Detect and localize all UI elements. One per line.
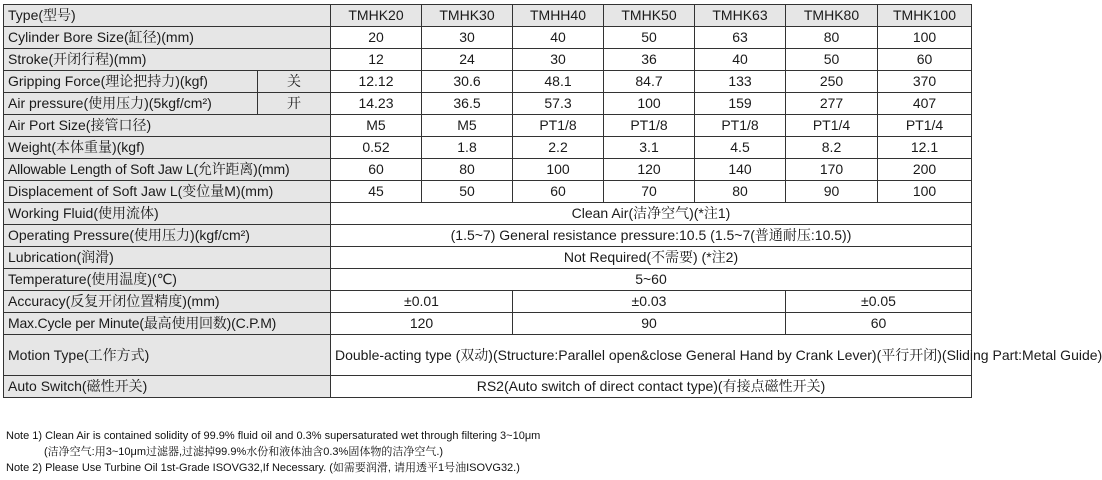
cell: PT1/8: [695, 115, 786, 137]
row-label: Air Port Size(接管口径): [4, 115, 331, 137]
cell: RS2(Auto switch of direct contact type)(有接点磁性开关): [331, 376, 972, 398]
cell: PT1/8: [513, 115, 604, 137]
cell: 36.5: [422, 93, 513, 115]
table-row: [4, 269, 972, 291]
cell: 60: [878, 49, 972, 71]
cell: Double-acting type (双动)(Structure:Parallel open&close General Hand by Crank Lever)(平行开闭)(Sliding Part:Metal Guide): [331, 335, 972, 376]
cell: 80: [695, 181, 786, 203]
cell: 45: [331, 181, 422, 203]
cell: 40: [513, 27, 604, 49]
cell: 40: [695, 49, 786, 71]
cell: 159: [695, 93, 786, 115]
cell: 24: [422, 49, 513, 71]
cell: 370: [878, 71, 972, 93]
model-header: TMHK100: [878, 5, 972, 27]
spec-table: [3, 4, 1102, 398]
notes: [6, 428, 540, 476]
note-1: Note 1) Clean Air is contained solidity of 99.9% fluid oil and 0.3% supersaturated wet through filtering 3~10μm: [6, 430, 541, 442]
table-row: [4, 225, 972, 247]
table-row: [4, 313, 972, 335]
cell: M5: [331, 115, 422, 137]
row-label: Operating Pressure(使用压力)(kgf/cm²): [4, 225, 331, 247]
table-row: [4, 49, 972, 71]
cell: PT1/4: [786, 115, 878, 137]
cell: 57.3: [513, 93, 604, 115]
row-label: Auto Switch(磁性开关): [4, 376, 331, 398]
cell: 407: [878, 93, 972, 115]
row-label: Max.Cycle per Minute(最高使用回数)(C.P.M): [4, 313, 331, 335]
cell: 63: [695, 27, 786, 49]
row-label: Displacement of Soft Jaw L(变位量M)(mm): [4, 181, 331, 203]
cell: 80: [422, 159, 513, 181]
cell: 14.23: [331, 93, 422, 115]
open-label: 开: [258, 93, 331, 115]
table-row: [4, 159, 972, 181]
table-row: [4, 247, 972, 269]
row-label: Allowable Length of Soft Jaw L(允许距离)(mm): [4, 159, 331, 181]
table-row: [4, 115, 972, 137]
cell: 48.1: [513, 71, 604, 93]
table-row: [4, 291, 972, 313]
header-row: [4, 5, 972, 27]
table-row: [4, 335, 972, 376]
model-header: TMHK50: [604, 5, 695, 27]
row-label: Working Fluid(使用流体): [4, 203, 331, 225]
row-label: Cylinder Bore Size(缸径)(mm): [4, 27, 331, 49]
cell: 170: [786, 159, 878, 181]
table-row: [4, 376, 972, 398]
cell: 1.8: [422, 137, 513, 159]
cell: 36: [604, 49, 695, 71]
cell: 70: [604, 181, 695, 203]
table-row: [4, 137, 972, 159]
cell: 100: [513, 159, 604, 181]
cell: 30.6: [422, 71, 513, 93]
model-header: TMHK20: [331, 5, 422, 27]
cell: 12.12: [331, 71, 422, 93]
row-label: Motion Type(工作方式): [4, 335, 331, 376]
cell: 60: [331, 159, 422, 181]
table-row: [4, 181, 972, 203]
cell: 8.2: [786, 137, 878, 159]
cell: 12.1: [878, 137, 972, 159]
cell: 80: [786, 27, 878, 49]
model-header: TMHK30: [422, 5, 513, 27]
cell: 90: [786, 181, 878, 203]
cell: ±0.01: [331, 291, 513, 313]
cell: 20: [331, 27, 422, 49]
table-row: [4, 93, 972, 115]
cell: Clean Air(洁净空气)(*注1): [331, 203, 972, 225]
cell: 84.7: [604, 71, 695, 93]
cell: Not Required(不需要) (*注2): [331, 247, 972, 269]
note-1-cn: (洁净空气:用3~10μm过滤器,过滤掉99.9%水份和液体油含0.3%固体物的洁净空气.): [44, 446, 444, 458]
cell: 60: [786, 313, 972, 335]
cell: 50: [604, 27, 695, 49]
model-header: TMHK63: [695, 5, 786, 27]
note-2: Note 2) Please Use Turbine Oil 1st-Grade ISOVG32,If Necessary. (如需要润滑, 请用透平1号油ISOVG32.): [6, 462, 520, 474]
cell: (1.5~7) General resistance pressure:10.5 (1.5~7(普通耐压:10.5)): [331, 225, 972, 247]
cell: 120: [331, 313, 513, 335]
cell: ±0.05: [786, 291, 972, 313]
cell: 2.2: [513, 137, 604, 159]
row-label: Air pressure(使用压力)(5kgf/cm²): [4, 93, 258, 115]
row-label: Lubrication(润滑): [4, 247, 331, 269]
cell: 140: [695, 159, 786, 181]
cell: 3.1: [604, 137, 695, 159]
row-label: Gripping Force(理论把持力)(kgf): [4, 71, 258, 93]
cell: 60: [513, 181, 604, 203]
cell: 50: [786, 49, 878, 71]
cell: 30: [513, 49, 604, 71]
cell: PT1/4: [878, 115, 972, 137]
row-label: Accuracy(反复开闭位置精度)(mm): [4, 291, 331, 313]
cell: 30: [422, 27, 513, 49]
table-row: [4, 203, 972, 225]
model-header: TMHH40: [513, 5, 604, 27]
cell: PT1/8: [604, 115, 695, 137]
cell: ±0.03: [513, 291, 786, 313]
cell: 120: [604, 159, 695, 181]
cell: 12: [331, 49, 422, 71]
cell: 50: [422, 181, 513, 203]
cell: 5~60: [331, 269, 972, 291]
cell: 200: [878, 159, 972, 181]
table-row: [4, 27, 972, 49]
cell: 277: [786, 93, 878, 115]
row-label: Stroke(开闭行程)(mm): [4, 49, 331, 71]
cell: 100: [878, 27, 972, 49]
row-label: Temperature(使用温度)(℃): [4, 269, 331, 291]
cell: M5: [422, 115, 513, 137]
cell: 250: [786, 71, 878, 93]
model-header: TMHK80: [786, 5, 878, 27]
table-row: [4, 71, 972, 93]
cell: 100: [604, 93, 695, 115]
cell: 90: [513, 313, 786, 335]
cell: 0.52: [331, 137, 422, 159]
row-label: Weight(本体重量)(kgf): [4, 137, 331, 159]
type-label: Type(型号): [4, 5, 331, 27]
cell: 100: [878, 181, 972, 203]
cell: 133: [695, 71, 786, 93]
close-label: 关: [258, 71, 331, 93]
cell: 4.5: [695, 137, 786, 159]
